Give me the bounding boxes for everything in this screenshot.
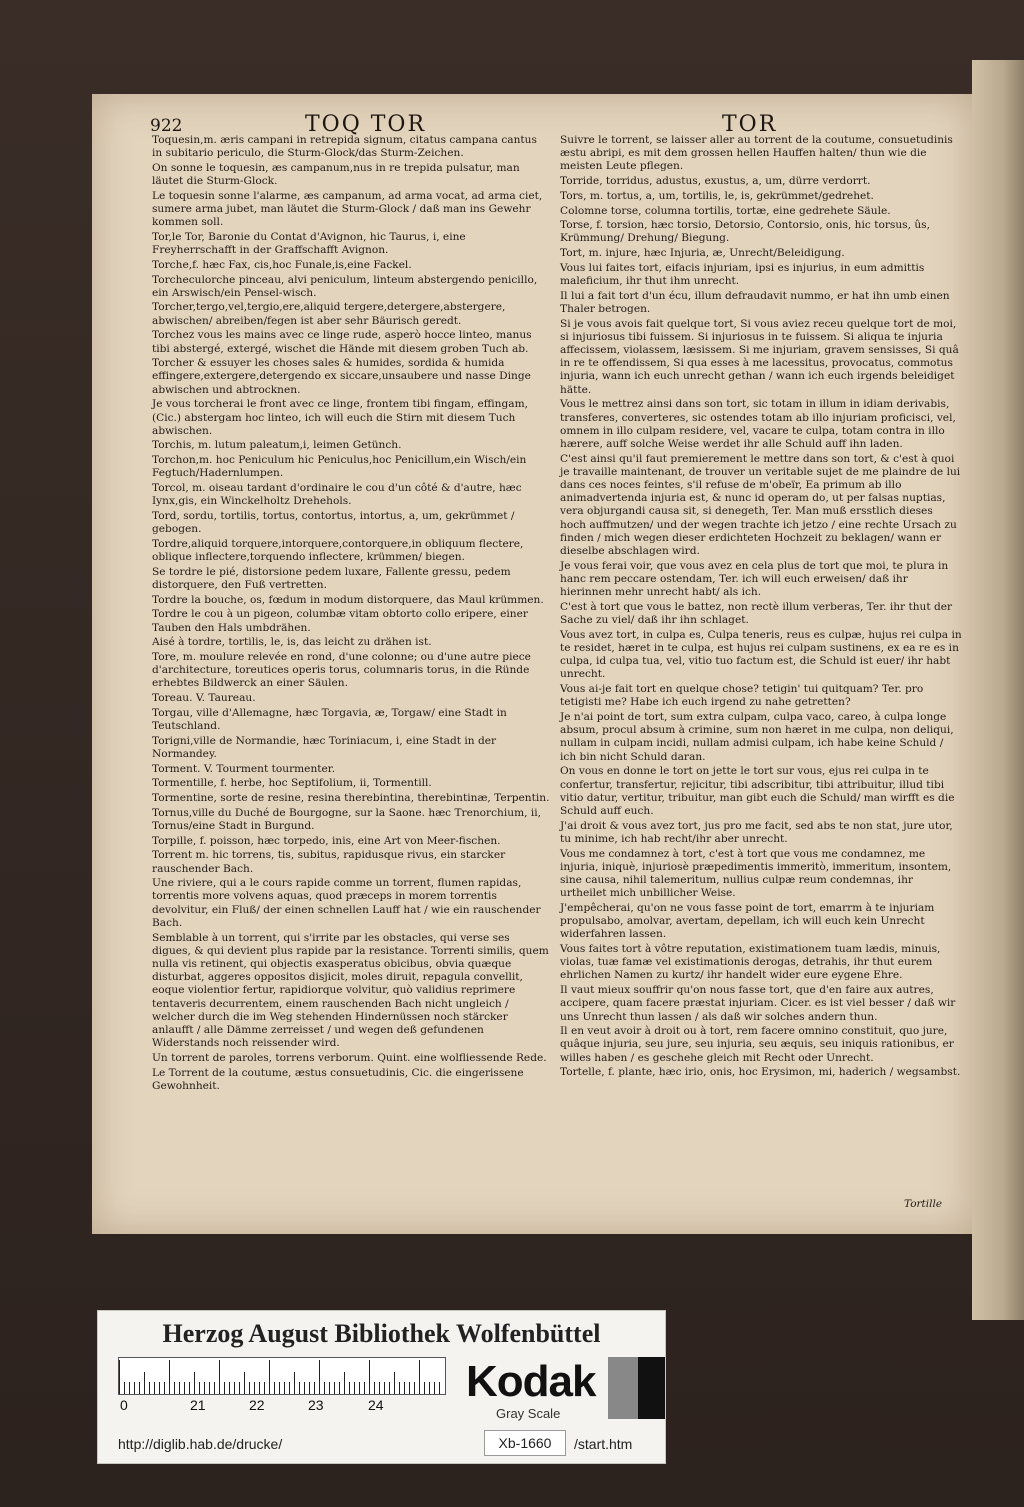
ruler-tick — [159, 1382, 160, 1394]
scale-ruler — [118, 1357, 446, 1395]
dictionary-entry: Tort, m. injure, hæc Injuria, æ, Unrecht/Beleidigung. — [560, 247, 845, 260]
ruler-tick — [304, 1382, 305, 1394]
dictionary-entry: Toreau. V. Taureau. — [152, 692, 256, 705]
ruler-tick — [434, 1382, 435, 1394]
ruler-tick — [414, 1382, 415, 1394]
scale-label: 0 — [120, 1397, 128, 1413]
ruler-tick — [269, 1360, 270, 1394]
ruler-tick — [259, 1382, 260, 1394]
start-page: /start.htm — [574, 1436, 633, 1452]
url-bar — [98, 1426, 665, 1462]
ruler-tick — [334, 1382, 335, 1394]
dictionary-entry: Toquesin,m. æris campani in retrepida signum, citatus campana cantus in subitario periculo, die Sturm-Glock/das Sturm-Zeichen. — [152, 134, 537, 160]
gray-swatch — [608, 1357, 638, 1419]
ruler-tick — [149, 1382, 150, 1394]
ruler-tick — [224, 1382, 225, 1394]
ruler-tick — [179, 1382, 180, 1394]
dictionary-entry: Torchez vous les mains avec ce linge rude, asperò hocce linteo, manus tibi abstergé, extergé, wischet die Hände mit diesem groben Tuch ab. — [152, 329, 532, 355]
dictionary-entry: Suivre le torrent, se laisser aller au torrent de la coutume, consuetudinis æstu abripi, es mit dem grossen hellen Hauffen halten/ thun wie die meisten Leute pflegen. — [560, 134, 953, 173]
ruler-tick — [199, 1382, 200, 1394]
ruler-tick — [424, 1382, 425, 1394]
dictionary-entry: J'empêcherai, qu'on ne vous fasse point de tort, emarrm à te injuriam propulsabo, amolvar, avertam, depellam, ich will euch kein Unrecht widerfahren lassen. — [560, 901, 935, 941]
dictionary-entry: Tortelle, f. plante, hæc irio, onis, hoc Erysimon, mi, haderich / wegsambst. — [560, 1066, 961, 1079]
ruler-tick — [364, 1382, 365, 1394]
dictionary-entry: Aisé à tordre, tortilis, le, is, das leicht zu drähen ist. — [152, 636, 432, 649]
dictionary-entry: Un torrent de paroles, torrens verborum. Quint. eine wolfliessende Rede. — [152, 1051, 547, 1064]
dictionary-entry: Tor,le Tor, Baronie du Contat d'Avignon, hic Taurus, i, eine Freyherrschafft in der Graffschafft Avignon. — [152, 230, 466, 257]
ruler-tick — [264, 1382, 265, 1394]
ruler-tick — [329, 1382, 330, 1394]
dictionary-entry: Tord, sordu, tortilis, tortus, contortus, intortus, a, um, gekrümmet / gebogen. — [152, 509, 515, 536]
ruler-tick — [229, 1382, 230, 1394]
gray-scale-label: Gray Scale — [496, 1406, 561, 1421]
ruler-tick — [164, 1382, 165, 1394]
ruler-tick — [234, 1382, 235, 1394]
ruler-tick — [194, 1372, 195, 1394]
dictionary-entry: Je vous torcherai le front avec ce linge, frontem tibi fingam, effingam, (Cic.) abstergam hoc linteo, ich will euch die Stirn mit diesem Tuch abwischen. — [152, 398, 528, 437]
ruler-tick — [374, 1382, 375, 1394]
right-column — [560, 134, 962, 1081]
ruler-tick — [309, 1382, 310, 1394]
catchword: Tortille — [904, 1198, 943, 1210]
ruler-tick — [129, 1382, 130, 1394]
scale-label: 23 — [308, 1397, 324, 1413]
ruler-tick — [144, 1372, 145, 1394]
dictionary-entry: Se tordre le pié, distorsione pedem luxare, Fallente gressu, pedem distorquere, den Fuß vertretten. — [152, 565, 511, 591]
ruler-tick — [389, 1382, 390, 1394]
ruler-tick — [169, 1360, 170, 1394]
ruler-tick — [399, 1382, 400, 1394]
dictionary-entry: Le toquesin sonne l'alarme, æs campanum, ad arma vocat, ad arma ciet, sumere arma jubet, man läutet die Sturm-Glock / daß man ins Gewehr kommen soll. — [152, 189, 543, 229]
ruler-tick — [339, 1382, 340, 1394]
ruler-tick — [209, 1382, 210, 1394]
ruler-tick — [294, 1372, 295, 1394]
ruler-tick — [284, 1382, 285, 1394]
ruler-tick — [369, 1360, 370, 1394]
dictionary-entry: Torcher & essuyer les choses sales & humides, sordida & humida effingere,extergere,detergendo ex siccare,unsaubere und nasse Dinge abwischen und abtrocknen. — [152, 357, 531, 396]
dictionary-entry: Torcol, m. oiseau tardant d'ordinaire le cou d'un côté & d'autre, hæc Iynx,gis, ein Winckelholtz Drehehols. — [152, 482, 522, 508]
dictionary-entry: Tordre,aliquid torquere,intorquere,contorquere,in obliquum flectere, oblique inflectere,torquendo inflectere, krümmen/ biegen. — [152, 537, 524, 564]
ruler-tick — [394, 1372, 395, 1394]
dictionary-entry: Torgau, ville d'Allemagne, hæc Torgavia, æ, Torgaw/ eine Stadt in Teutschland. — [152, 706, 507, 733]
ruler-tick — [279, 1382, 280, 1394]
ruler-tick — [379, 1382, 380, 1394]
dictionary-entry: Tordre le cou à un pigeon, columbæ vitam obtorto collo eripere, einer Tauben den Hals umbdrähen. — [152, 608, 528, 634]
black-swatch — [638, 1357, 665, 1419]
page-number: 922 — [150, 116, 183, 136]
scale-label: 24 — [368, 1397, 384, 1413]
dictionary-entry: Vous avez tort, in culpa es, Culpa teneris, reus es culpæ, hujus rei culpa in te residet, hæret in te culpa, est hujus rei culpam sustinens, ex ea re es in culpa, id culpa tua, vel, vitio tuo factum est, die Schuld ist euer/ ihr habt unrecht. — [560, 628, 962, 681]
dictionary-entry: Torigni,ville de Normandie, hæc Toriniacum, i, eine Stadt in der Normandey. — [152, 734, 497, 760]
dictionary-entry: Tornus,ville du Duché de Bourgogne, sur la Saone. hæc Trenorchium, ii, Tornus/eine Stadt in Burgund. — [152, 806, 542, 832]
dictionary-entry: Vous lui faites tort, eifacis injuriam, ipsi es injurius, in eum admittis maleficium, ihr thut ihm unrecht. — [560, 261, 925, 288]
ruler-tick — [359, 1382, 360, 1394]
kodak-logo: Kodak — [466, 1357, 596, 1406]
dictionary-entry: Torcher,tergo,vel,tergio,ere,aliquid tergere,detergere,abstergere, abwischen/ abreiben/fegen ist aber sehr Bäurisch geredt. — [152, 301, 506, 327]
ruler-tick — [429, 1382, 430, 1394]
ruler-tick — [254, 1382, 255, 1394]
ruler-tick — [384, 1382, 385, 1394]
source-url: http://diglib.hab.de/drucke/ — [118, 1436, 283, 1452]
dictionary-entry: Torche,f. hæc Fax, cis,hoc Funale,is,eine Fackel. — [152, 258, 412, 271]
ruler-tick — [154, 1382, 155, 1394]
dictionary-entry: Tormentine, sorte de resine, resina therebintina, therebintinæ, Terpentin. — [152, 792, 550, 805]
left-column — [152, 134, 550, 1095]
ruler-tick — [189, 1382, 190, 1394]
dictionary-entry: Tordre la bouche, os, fœdum in modum distorquere, das Maul krümmen. — [152, 593, 544, 606]
dictionary-entry: Vous faites tort à vôtre reputation, existimationem tuam lædis, minuis, violas, tuæ famæ vel existimationis derogas, detrahis, ihr thut eurem ehrlichen Namen zu kurtz/ ihr handelt wider eure eygene Ehre. — [560, 942, 941, 982]
ruler-tick — [439, 1382, 440, 1394]
dictionary-entry: Torment. V. Tourment tourmenter. — [152, 762, 336, 775]
dictionary-entry: Il vaut mieux souffrir qu'on nous fasse tort, que d'en faire aux autres, accipere, quam facere præstat injuriam. Cicer. es ist viel besser / daß wir uns Unrecht thun lassen / als daß wir solches andern thun. — [560, 984, 956, 1023]
ruler-tick — [249, 1382, 250, 1394]
dictionary-entry: Torrent m. hic torrens, tis, subitus, rapidusque rivus, ein starcker rauschender Bach. — [152, 849, 506, 875]
ruler-tick — [314, 1382, 315, 1394]
ruler-tick — [139, 1382, 140, 1394]
ruler-tick — [344, 1372, 345, 1394]
ruler-tick — [349, 1382, 350, 1394]
dictionary-entry: Il en veut avoir à droit ou à tort, rem facere omnino constituit, quo jure, quâque injuria, seu jure, seu injuria, seu æquis, seu iniquis rationibus, er willes haben / es geschehe gleich mit Recht oder Unrecht. — [560, 1025, 954, 1064]
dictionary-entry: Je n'ai point de tort, sum extra culpam, culpa vaco, careo, à culpa longe absum, procul absum à crimine, sum non hæret in me culpa, non deliqui, nullam in culpam incidi, nullam admisi culpam, ich habe keine Schuld / ich bin nicht Schuld daran. — [560, 711, 954, 763]
color-calibration-strip — [97, 1310, 666, 1464]
dictionary-entry: J'ai droit & vous avez tort, jus pro me facit, sed abs te non stat, jure utor, tu minime, ich hab recht/ihr aber unrecht. — [560, 819, 953, 845]
ruler-tick — [219, 1360, 220, 1394]
dictionary-entry: Torchis, m. lutum paleatum,i, leimen Getünch. — [152, 439, 402, 452]
dictionary-entry: Vous ai-je fait tort en quelque chose? tetigin' tui quitquam? Ter. pro tetigisti me? Habe ich euch irgend zu nahe getretten? — [560, 683, 924, 709]
dictionary-entry: Le Torrent de la coutume, æstus consuetudinis, Cic. die eingerissene Gewohnheit. — [152, 1066, 524, 1092]
ruler-tick — [239, 1382, 240, 1394]
dictionary-entry: Torpille, f. poisson, hæc torpedo, inis, eine Art von Meer-fischen. — [152, 834, 501, 847]
dictionary-entry: Torride, torridus, adustus, exustus, a, um, dürre verdorrt. — [560, 175, 871, 188]
dictionary-entry: Torchon,m. hoc Peniculum hic Peniculus,hoc Penicillum,ein Wisch/ein Fegtuch/Hadernlumpen. — [152, 454, 527, 480]
dictionary-entry: Torcheculorche pinceau, alvi peniculum, linteum abstergendo penicillo, ein Arswisch/ein Pensel-wisch. — [152, 273, 538, 299]
dictionary-entry: Je vous ferai voir, que vous avez en cela plus de tort que moi, te plura in hanc rem peccare ostendam, Ter. ich will euch erweisen/ daß ihr hierinnen mehr unrecht habt/ als ich. — [560, 559, 949, 599]
scale-label: 21 — [190, 1397, 206, 1413]
dictionary-entry: C'est à tort que vous le battez, non rectè illum verberas, Ter. ihr thut der Sache zu viel/ daß ihr ihn schlaget. — [560, 600, 953, 627]
ruler-tick — [299, 1382, 300, 1394]
ruler-tick — [174, 1382, 175, 1394]
ruler-tick — [119, 1360, 120, 1394]
ruler-tick — [214, 1382, 215, 1394]
ruler-tick — [404, 1382, 405, 1394]
ruler-tick — [409, 1382, 410, 1394]
ruler-tick — [244, 1372, 245, 1394]
ruler-tick — [124, 1382, 125, 1394]
ruler-tick — [204, 1382, 205, 1394]
ruler-tick — [324, 1382, 325, 1394]
scale-label: 22 — [249, 1397, 265, 1413]
ruler-tick — [319, 1360, 320, 1394]
ruler-tick — [274, 1382, 275, 1394]
dictionary-entry: On sonne le toquesin, æs campanum,nus in re trepida pulsatur, man läutet die Sturm-Glock. — [152, 161, 520, 188]
dictionary-entry: Vous me condamnez à tort, c'est à tort que vous me condamnez, me injuria, iniquè, injuriosè præpedimentis immeritò, immeritum, insontem, sine causa, nihil talemeritum, nullius culpæ reum condemnas, ihr urtheilet mich unbillicher Weise. — [560, 847, 952, 900]
running-head-left: TOQ TOR — [305, 112, 427, 137]
ruler-tick — [289, 1382, 290, 1394]
dictionary-entry: Une riviere, qui a le cours rapide comme un torrent, flumen rapidas, torrentis more volvens aquas, quod præceps in morem torrentis devolvitur, ein Fluß/ der einen schnellen Lauff hat / wie ein rauschender Bach. — [152, 877, 541, 929]
ruler-tick — [354, 1382, 355, 1394]
dictionary-entry: Si je vous avois fait quelque tort, Si vous aviez receu quelque tort de moi, si injuriosus tibi fuissem. Si injuriosus in te fuissem. Si aliqua te injuria affecissem, violassem, læsissem. Si me injuriam, gravem sensisses, Si quâ in re te offendissem, Si qua esses à me lacessitus, provocatus, commotus injuria, wann ich euch unrecht gethan / wann ich euch irgends beleidiget hätte. — [560, 317, 959, 396]
dictionary-entry: Tore, m. moulure relevée en rond, d'une colonne; ou d'une autre piece d'architecture, toreutices operis torus, columnaris torus, in die Ründe erhebtes Bildwerck an einer Säulen. — [152, 651, 531, 690]
ruler-tick — [134, 1382, 135, 1394]
next-page-edge — [972, 60, 1024, 1320]
ruler-tick — [419, 1360, 420, 1394]
dictionary-entry: Il lui a fait tort d'un écu, illum defraudavit nummo, er hat ihn umb einen Thaler betrogen. — [560, 289, 950, 315]
running-head-right: TOR — [722, 112, 778, 137]
ruler-tick — [184, 1382, 185, 1394]
dictionary-entry: Semblable à un torrent, qui s'irrite par les obstacles, qui verse ses digues, & qui devient plus rapide par la resistance. Torrenti similis, quem nulla vis retinent, qui objectis exasperatus obicibus, obvia quæque disturbat, aggeres oppositos disjicit, moles diruit, repagula convellit, eoque violentior fertur, rapidiorque volvitur, quò validius reprimere tentaveris decurrentem, einem rauschenden Bach nicht ungleich / welcher durch die im Weg stehenden Hindernüssen noch stärcker anlaufft / alle Dämme zerreisset / und wegen deß gefundenen Widerstands noch reissender wird. — [152, 931, 549, 1050]
dictionary-entry: Colomne torse, columna tortilis, tortæ, eine gedrehete Säule. — [560, 204, 891, 217]
dictionary-entry: Tors, m. tortus, a, um, tortilis, le, is, gekrümmet/gedrehet. — [560, 189, 874, 202]
dictionary-entry: On vous en donne le tort on jette le tort sur vous, ejus rei culpa in te confertur, transfertur, rejicitur, tibi adscribitur, tibi attribuitur, illud tibi vitio datur, vertitur, tribuitur, man gibt euch die Schuld/ man wirfft es die Schuld auff euch. — [560, 765, 955, 817]
dictionary-entry: Vous le mettrez ainsi dans son tort, sic totam in illum in idiam derivabis, transferes, converteres, sic ostendes totam ab illo injuriam proficisci, vel, omnem in illo culpam residere, vel, vacare te culpa, totam contra in illo hærere, auff solche Weise werdet ihr alle Schuld auff ihn laden. — [560, 398, 956, 450]
dictionary-entry: Torse, f. torsion, hæc torsio, Detorsio, Contorsio, onis, hic torsus, ûs, Krümmung/ Drehung/ Biegung. — [560, 219, 930, 245]
shelfmark: Xb-1660 — [484, 1430, 566, 1456]
dictionary-entry: Tormentille, f. herbe, hoc Septifolium, ii, Tormentill. — [152, 777, 432, 790]
library-name: Herzog August Bibliothek Wolfenbüttel — [162, 1319, 601, 1348]
dictionary-entry: C'est ainsi qu'il faut premierement le mettre dans son tort, & c'est à quoi je travaille maintenant, de trouver un veritable sujet de me plaindre de lui dans ces noces feintes, s'il refuse de m'obeïr, Ea primum ab illo animadvertenda injuria est, & nunc id operam do, ut per falsas nuptias, vera objurgandi causa sit, si denegeth, Ter. Man muß ersstlich dieses hoch auffmutzen/ und der wegen trachte ich jetzo / eine rechte Ursach zu finden / mich wegen dieser erdichteten Hochzeit zu beklagen/ wann er dieselbe abschlagen wird. — [560, 452, 961, 558]
